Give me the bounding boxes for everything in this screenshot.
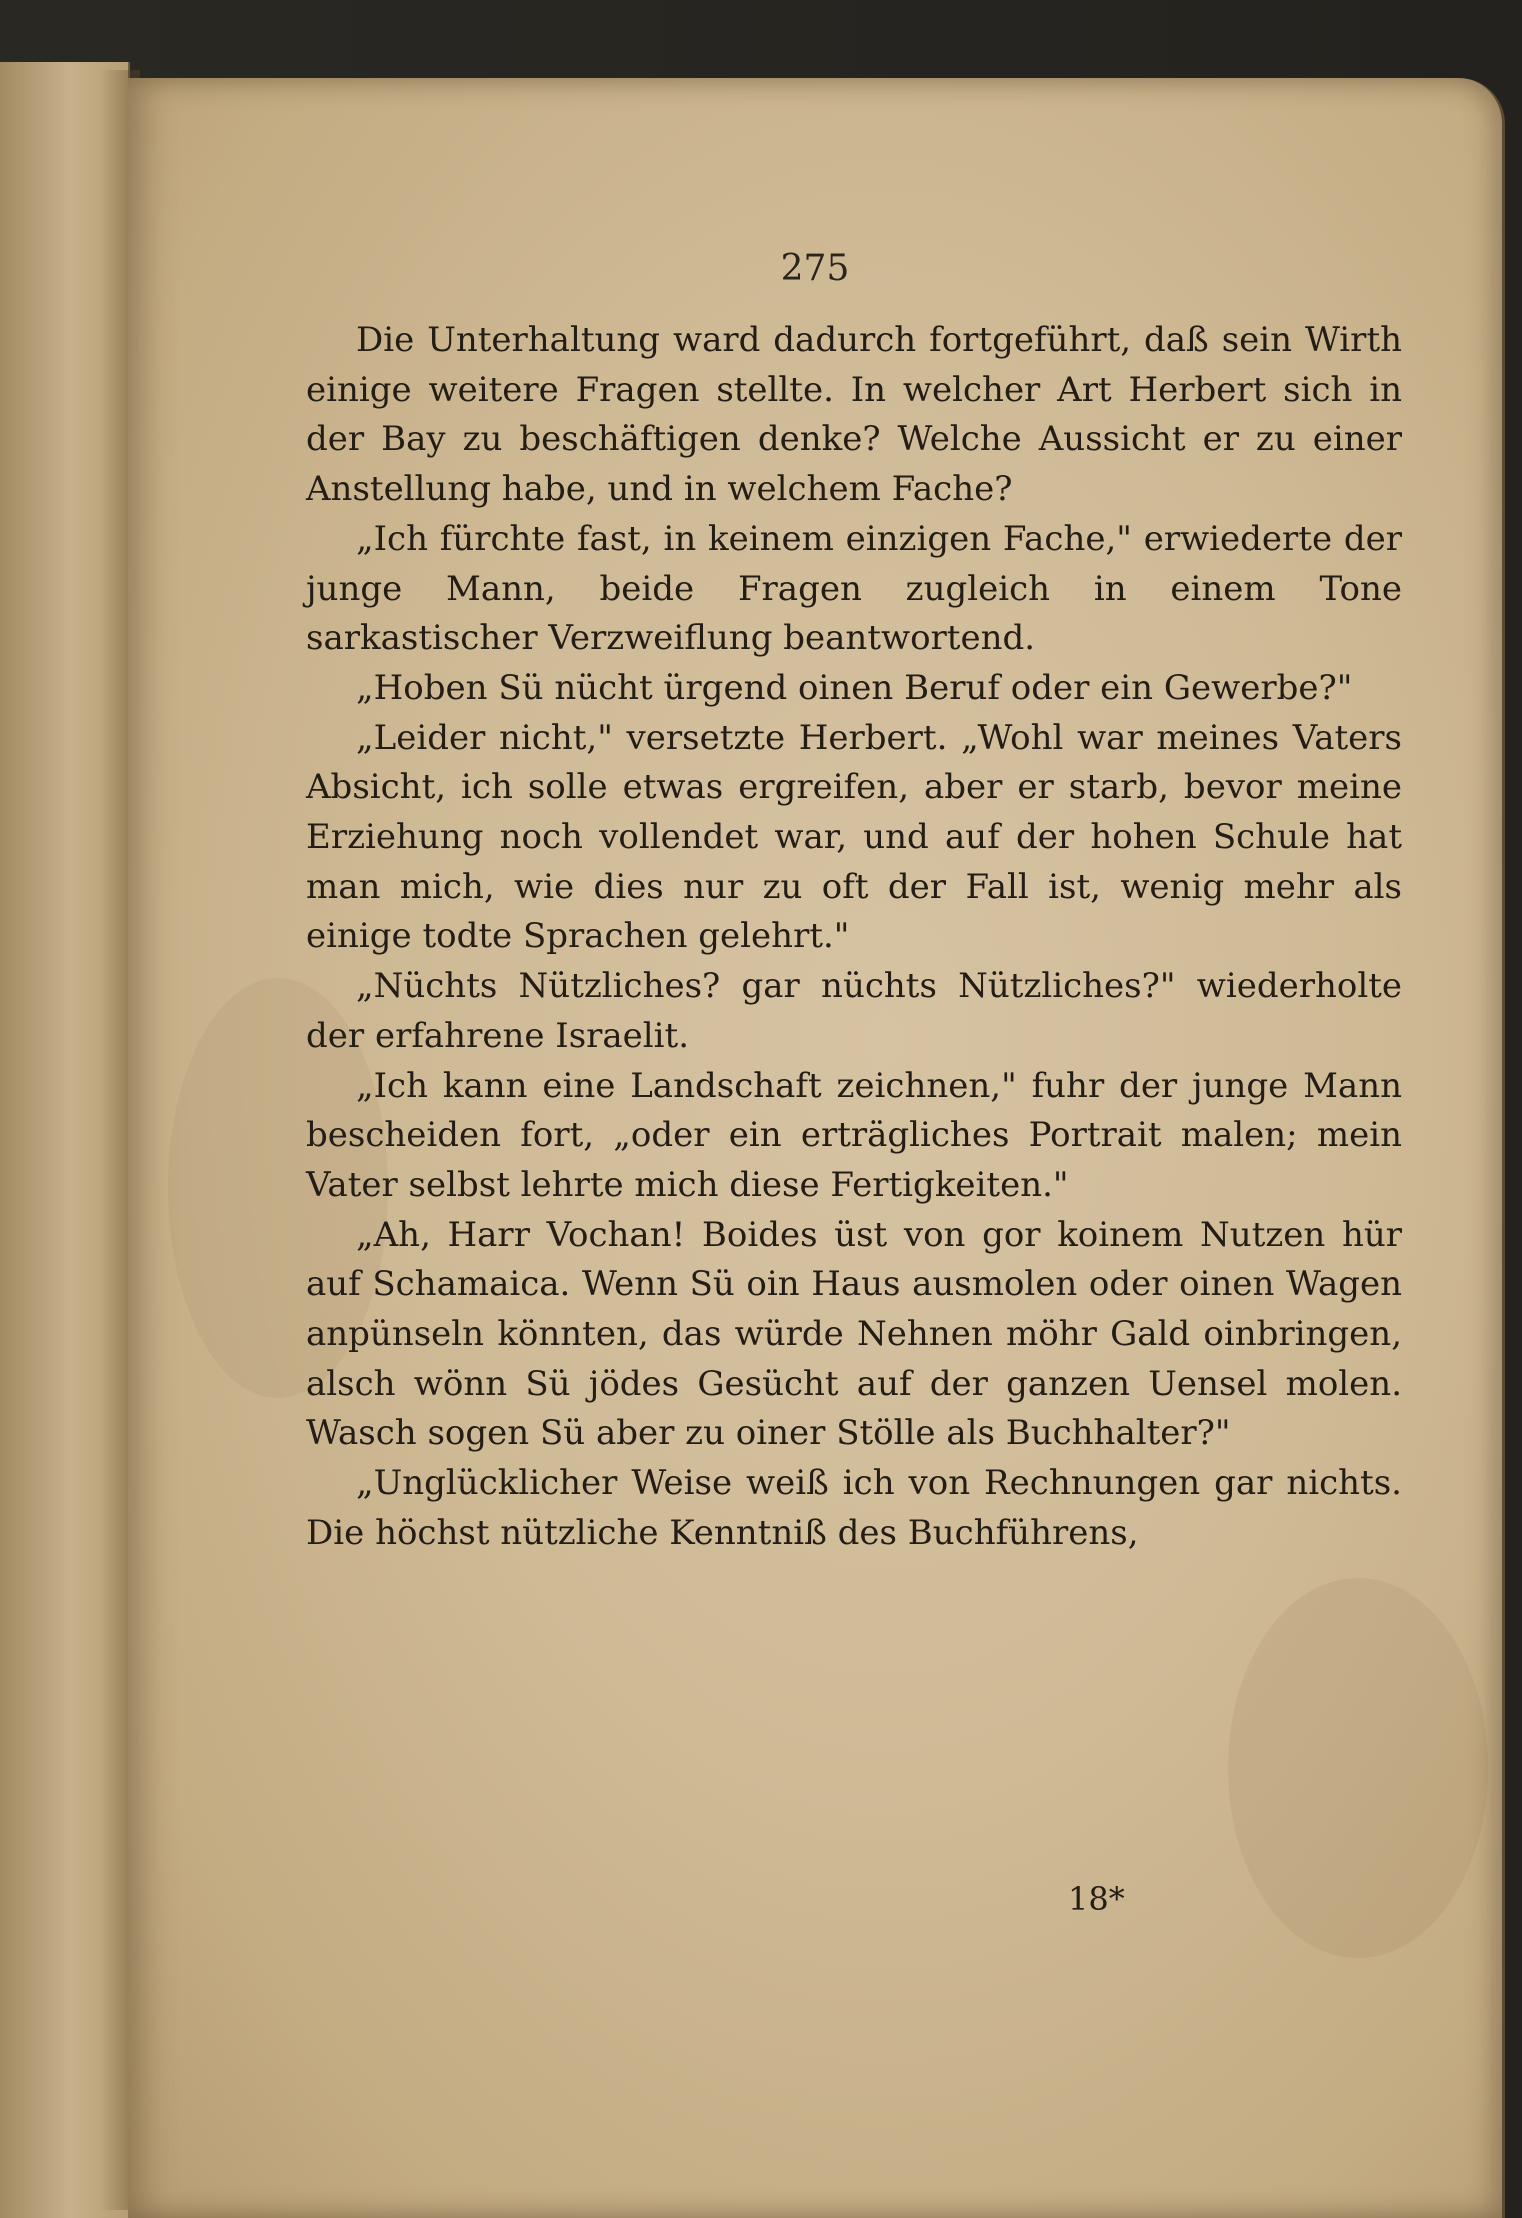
- page-number: 275: [780, 248, 850, 289]
- body-text: [306, 316, 1402, 1559]
- paragraph: „Hoben Sü nücht ürgend oinen Beruf oder ein Gewerbe?": [356, 667, 1353, 708]
- paper-stain: [1228, 1578, 1488, 1958]
- paragraph: „Nüchts Nützliches? gar nüchts Nützliches?" wiederholte der erfahrene Israelit.: [306, 966, 1402, 1056]
- paragraph: „Ich kann eine Landschaft zeichnen," fuhr der junge Mann bescheiden fort, „oder ein erträgliches Portrait malen; mein Vater selbst lehrte mich diese Fertigkeiten.": [306, 1065, 1402, 1205]
- sheet-signature: 18*: [1068, 1880, 1125, 1918]
- paragraph: Die Unterhaltung ward dadurch fortgeführt, daß sein Wirth einige weitere Fragen stellte. In welcher Art Herbert sich in der Bay zu beschäftigen denke? Welche Aussicht er zu einer Anstellung habe, und in welchem Fache?: [306, 320, 1402, 510]
- paragraph: „Leider nicht," versetzte Herbert. „Wohl war meines Vaters Absicht, ich solle etwas ergreifen, aber er starb, bevor meine Erziehung noch vollendet war, und auf der hohen Schule hat man mich, wie dies nur zu oft der Fall ist, wenig mehr als einige todte Sprachen gelehrt.": [306, 717, 1402, 957]
- paragraph: „Ah, Harr Vochan! Boides üst von gor koinem Nutzen hür auf Schamaica. Wenn Sü oin Haus ausmolen oder oinen Wagen anpünseln könnten, das würde Nehnen möhr Gald oinbringen, alsch wönn Sü jödes Gesücht auf der ganzen Uensel molen. Wasch sogen Sü aber zu oiner Stölle als Buchhalter?": [306, 1214, 1402, 1454]
- paragraph: „Ich fürchte fast, in keinem einzigen Fache," erwiederte der junge Mann, beide Fragen zugleich in einem Tone sarkastischer Verzweiflung beantwortend.: [306, 518, 1402, 659]
- paragraph: „Unglücklicher Weise weiß ich von Rechnungen gar nichts. Die höchst nützliche Kenntniß des Buchführens,: [306, 1463, 1402, 1553]
- book-page: [128, 78, 1505, 2218]
